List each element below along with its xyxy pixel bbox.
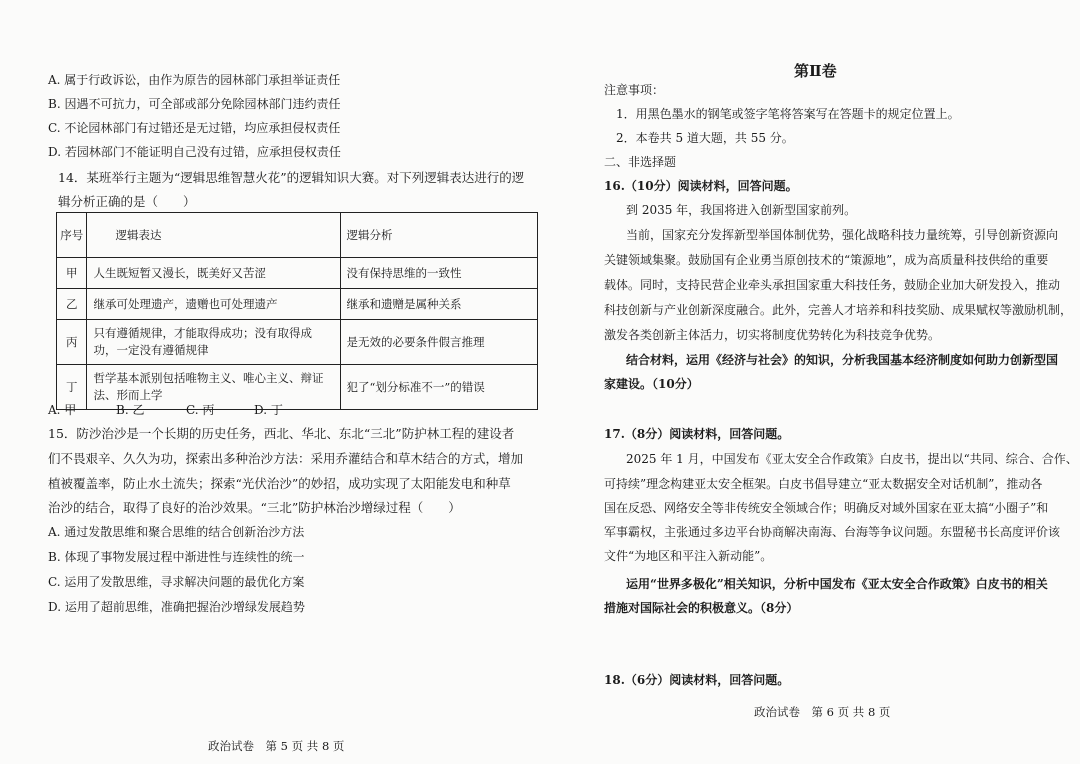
q14-row-seq: 甲 bbox=[57, 258, 87, 289]
note-1: 1．用黑色墨水的钢笔或签字笔将答案写在答题卡的规定位置上。 bbox=[616, 107, 960, 121]
table-row bbox=[57, 258, 538, 289]
table-row bbox=[57, 289, 538, 320]
q16-material-line: 载体。同时，支持民营企业牵头承担国家重大科技任务，鼓励企业加大研发投入，推动 bbox=[604, 278, 1061, 292]
q16-head: 16.（10分）阅读材料，回答问题。 bbox=[604, 179, 798, 193]
q15-option-a: A. 通过发散思维和聚合思维的结合创新治沙方法 bbox=[48, 525, 305, 539]
q16-material-line: 科技创新与产业创新深度融合。此外，完善人才培养和科技奖励、成果赋权等激励机制， bbox=[604, 303, 1073, 317]
table-row bbox=[57, 320, 538, 365]
q14-row-analysis: 没有保持思维的一致性 bbox=[340, 258, 537, 289]
q14-row-analysis: 是无效的必要条件假言推理 bbox=[340, 320, 537, 365]
q14-option-b: B. 乙 bbox=[116, 403, 145, 417]
q14-header-expr: 逻辑表达 bbox=[87, 213, 340, 258]
q14-stem-line2: 辑分析正确的是（ ） bbox=[58, 194, 196, 209]
q13-option-c: C. 不论园林部门有过错还是无过错，均应承担侵权责任 bbox=[48, 121, 341, 135]
note-2: 2．本卷共 5 道大题，共 55 分。 bbox=[616, 131, 794, 145]
q14-option-c: C. 丙 bbox=[186, 403, 215, 417]
q14-row-expr: 人生既短暂又漫长，既美好又苦涩 bbox=[87, 258, 340, 289]
q17-material-line: 国在反恐、网络安全等非传统安全领域合作；明确反对域外国家在亚太搞“小圈子”和 bbox=[604, 501, 1049, 515]
q16-task-line2: 家建设。（10分） bbox=[604, 377, 699, 391]
left-page-footer: 政治试卷 第 5 页 共 8 页 bbox=[208, 739, 345, 753]
q15-stem-line3: 植被覆盖率，防止水土流失；探索“光伏治沙”的妙招，成功实现了太阳能发电和种草 bbox=[48, 476, 511, 491]
q14-header-seq: 序号 bbox=[57, 213, 87, 258]
q17-head: 17.（8分）阅读材料，回答问题。 bbox=[604, 427, 790, 441]
q14-row-analysis: 继承和遗赠是属种关系 bbox=[340, 289, 537, 320]
q17-material-line: 军事霸权，主张通过多边平台协商解决南海、台海等争议问题。东盟秘书长高度评价该 bbox=[604, 525, 1061, 539]
q17-material-line: 可持续”理念构建亚太安全框架。白皮书倡导建立“亚太数据安全对话机制”，推动各 bbox=[604, 477, 1043, 491]
q14-row-seq: 丙 bbox=[57, 320, 87, 365]
q13-option-b: B. 因遇不可抗力，可全部或部分免除园林部门违约责任 bbox=[48, 97, 341, 111]
q14-row-seq: 丁 bbox=[57, 365, 87, 410]
q14-option-a: A. 甲 bbox=[48, 403, 77, 417]
q14-stem-line1: 14．某班举行主题为“逻辑思维智慧火花”的逻辑知识大赛。对下列逻辑表达进行的逻 bbox=[58, 170, 525, 185]
q14-row-expr: 继承可处理遗产，遗赠也可处理遗产 bbox=[87, 289, 340, 320]
q17-material-line: 2025 年 1 月，中国发布《亚太安全合作政策》白皮书，提出以“共同、综合、合作、 bbox=[626, 452, 1078, 466]
q18-head: 18.（6分）阅读材料，回答问题。 bbox=[604, 673, 790, 687]
q13-option-d: D. 若园林部门不能证明自己没有过错，应承担侵权责任 bbox=[48, 145, 341, 159]
q14-table bbox=[56, 212, 538, 410]
q16-material-line: 关键领域集聚。鼓励国有企业勇当原创技术的“策源地”，成为高质量科技供给的重要 bbox=[604, 253, 1049, 267]
q17-task-line1: 运用“世界多极化”相关知识，分析中国发布《亚太安全合作政策》白皮书的相关 bbox=[626, 577, 1048, 591]
q14-row-analysis: 犯了“划分标准不一”的错误 bbox=[340, 365, 537, 410]
right-page-footer: 政治试卷 第 6 页 共 8 页 bbox=[754, 705, 891, 719]
q17-task-line2: 措施对国际社会的积极意义。（8分） bbox=[604, 601, 799, 615]
q14-row-seq: 乙 bbox=[57, 289, 87, 320]
q16-material-line: 到 2035 年，我国将进入创新型国家前列。 bbox=[626, 203, 857, 217]
q14-row-expr: 哲学基本派别包括唯物主义、唯心主义、辩证法、形而上学 bbox=[87, 365, 340, 410]
q14-header-analysis: 逻辑分析 bbox=[340, 213, 537, 258]
q15-option-b: B. 体现了事物发展过程中渐进性与连续性的统一 bbox=[48, 550, 305, 564]
q13-option-a: A. 属于行政诉讼，由作为原告的园林部门承担举证责任 bbox=[48, 73, 341, 87]
q15-stem-line4: 治沙的结合，取得了良好的治沙效果。“三北”防护林治沙增绿过程（ ） bbox=[48, 500, 461, 515]
q14-row-expr: 只有遵循规律，才能取得成功；没有取得成功，一定没有遵循规律 bbox=[87, 320, 340, 365]
q17-material-line: 文件“为地区和平注入新动能”。 bbox=[604, 549, 773, 563]
q15-stem-line1: 15．防沙治沙是一个长期的历史任务，西北、华北、东北“三北”防护林工程的建设者 bbox=[48, 426, 515, 441]
notes-title: 注意事项： bbox=[604, 83, 665, 97]
q15-option-d: D. 运用了超前思维，准确把握治沙增绿发展趋势 bbox=[48, 600, 305, 614]
section-title: 第Ⅱ卷 bbox=[794, 62, 837, 80]
q16-task-line1: 结合材料，运用《经济与社会》的知识，分析我国基本经济制度如何助力创新型国 bbox=[626, 353, 1059, 367]
q14-table-header bbox=[57, 213, 538, 258]
q15-stem-line2: 们不畏艰辛、久久为功，探索出多种治沙方法：采用乔灌结合和草木结合的方式，增加 bbox=[48, 451, 524, 466]
q14-option-d: D. 丁 bbox=[254, 403, 283, 417]
part-title: 二、非选择题 bbox=[604, 155, 677, 169]
q16-material-line: 激发各类创新主体活力，切实将制度优势转化为科技竞争优势。 bbox=[604, 328, 941, 342]
q15-option-c: C. 运用了发散思维，寻求解决问题的最优化方案 bbox=[48, 575, 305, 589]
q16-material-line: 当前，国家充分发挥新型举国体制优势，强化战略科技力量统筹，引导创新资源向 bbox=[626, 228, 1059, 242]
